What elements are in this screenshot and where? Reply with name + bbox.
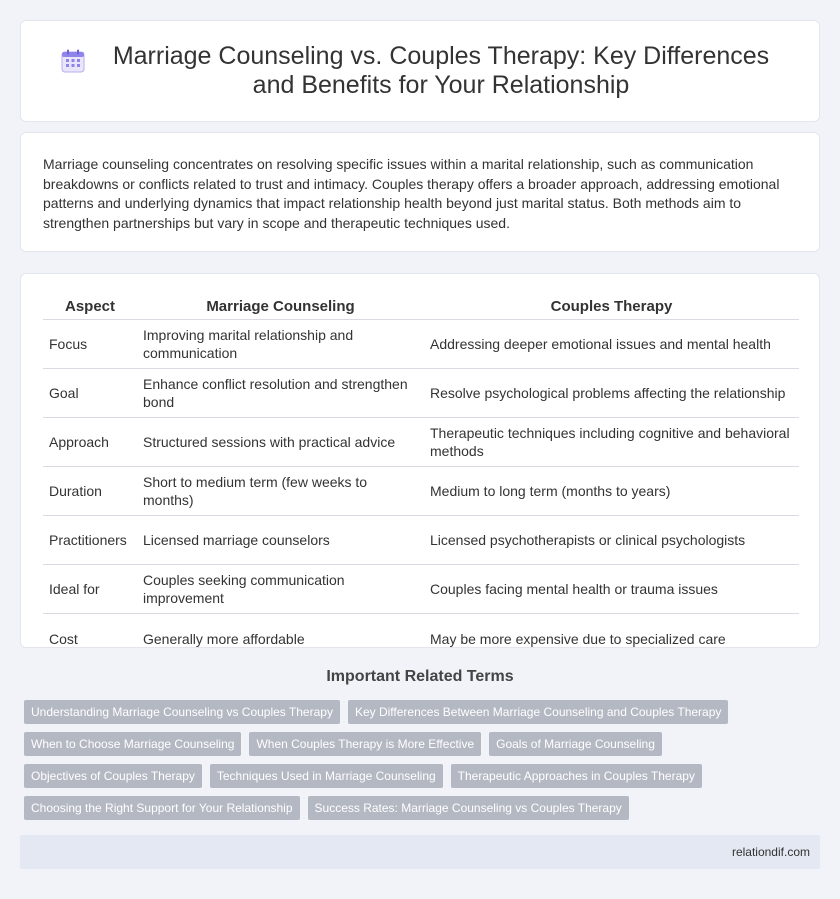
related-term-link[interactable]: When Couples Therapy is More Effective	[249, 732, 481, 756]
cell-marriage-counseling: Generally more affordable	[143, 630, 305, 647]
cell-aspect: Duration	[43, 467, 137, 516]
header-marriage-counseling: Marriage Counseling	[137, 294, 424, 320]
tag-row	[24, 700, 814, 724]
cell-couples-therapy: Licensed psychotherapists or clinical psychologists	[424, 516, 799, 565]
related-term-link[interactable]: Goals of Marriage Counseling	[489, 732, 662, 756]
cell-couples-therapy: Couples facing mental health or trauma issues	[424, 565, 799, 614]
table-row	[43, 369, 799, 418]
cell-aspect: Focus	[43, 320, 137, 369]
tag-row	[24, 732, 814, 756]
header-aspect: Aspect	[43, 294, 137, 320]
comparison-card	[20, 273, 820, 648]
cell-couples-therapy: Addressing deeper emotional issues and mental health	[424, 320, 799, 369]
intro-card	[20, 132, 820, 252]
related-term-link[interactable]: When to Choose Marriage Counseling	[24, 732, 241, 756]
related-term-link[interactable]: Success Rates: Marriage Counseling vs Couples Therapy	[308, 796, 629, 820]
cell-couples-therapy: May be more expensive due to specialized care	[430, 630, 726, 647]
related-term-link[interactable]: Objectives of Couples Therapy	[24, 764, 202, 788]
cell-marriage-counseling: Short to medium term (few weeks to months)	[137, 467, 424, 516]
table-row	[43, 516, 799, 565]
cell-couples-therapy: Medium to long term (months to years)	[424, 467, 799, 516]
tag-row	[24, 796, 814, 820]
footer	[20, 835, 820, 869]
table-header-row	[43, 294, 799, 320]
related-terms-title: Important Related Terms	[326, 668, 514, 685]
cell-couples-therapy: Therapeutic techniques including cognitive and behavioral methods	[424, 418, 799, 467]
cell-aspect: Ideal for	[43, 565, 137, 614]
related-term-link[interactable]: Techniques Used in Marriage Counseling	[210, 764, 443, 788]
comparison-table	[43, 294, 799, 663]
table-row	[43, 467, 799, 516]
table-row	[43, 320, 799, 369]
calendar-grid-icon	[60, 48, 86, 74]
header-couples-therapy: Couples Therapy	[424, 294, 799, 320]
footer-site-name: relationdif.com	[731, 845, 810, 859]
cell-marriage-counseling: Improving marital relationship and communication	[137, 320, 424, 369]
related-term-link[interactable]: Key Differences Between Marriage Counseling and Couples Therapy	[348, 700, 728, 724]
cell-aspect: Cost	[49, 630, 78, 647]
related-term-link[interactable]: Therapeutic Approaches in Couples Therapy	[451, 764, 702, 788]
related-term-link[interactable]: Choosing the Right Support for Your Relationship	[24, 796, 300, 820]
tag-row	[24, 764, 814, 788]
table-row	[43, 565, 799, 614]
title-card	[20, 20, 820, 122]
cell-couples-therapy: Resolve psychological problems affecting the relationship	[424, 369, 799, 418]
cell-aspect: Approach	[43, 418, 137, 467]
related-term-link[interactable]: Understanding Marriage Counseling vs Couples Therapy	[24, 700, 340, 724]
page-title: Marriage Counseling vs. Couples Therapy: Key Differences and Benefits for Your Relationship	[112, 42, 770, 99]
intro-paragraph: Marriage counseling concentrates on resolving specific issues within a marital relationship, such as communication breakdowns or conflicts related to trust and intimacy. Couples therapy offers a broader approach, addressing emotional patterns and underlying dynamics that impact relationship health beyond just marital status. Both methods aim to strengthen partnerships but vary in scope and therapeutic techniques used.	[43, 156, 780, 231]
cell-marriage-counseling: Couples seeking communication improvement	[137, 565, 424, 614]
table-row	[43, 614, 799, 663]
cell-marriage-counseling: Enhance conflict resolution and strengthen bond	[137, 369, 424, 418]
table-row	[43, 418, 799, 467]
title-wrap	[60, 42, 780, 100]
related-terms-tags	[24, 700, 814, 828]
cell-marriage-counseling: Licensed marriage counselors	[137, 516, 424, 565]
cell-aspect: Practitioners	[43, 516, 137, 565]
cell-aspect: Goal	[43, 369, 137, 418]
cell-marriage-counseling: Structured sessions with practical advice	[137, 418, 424, 467]
